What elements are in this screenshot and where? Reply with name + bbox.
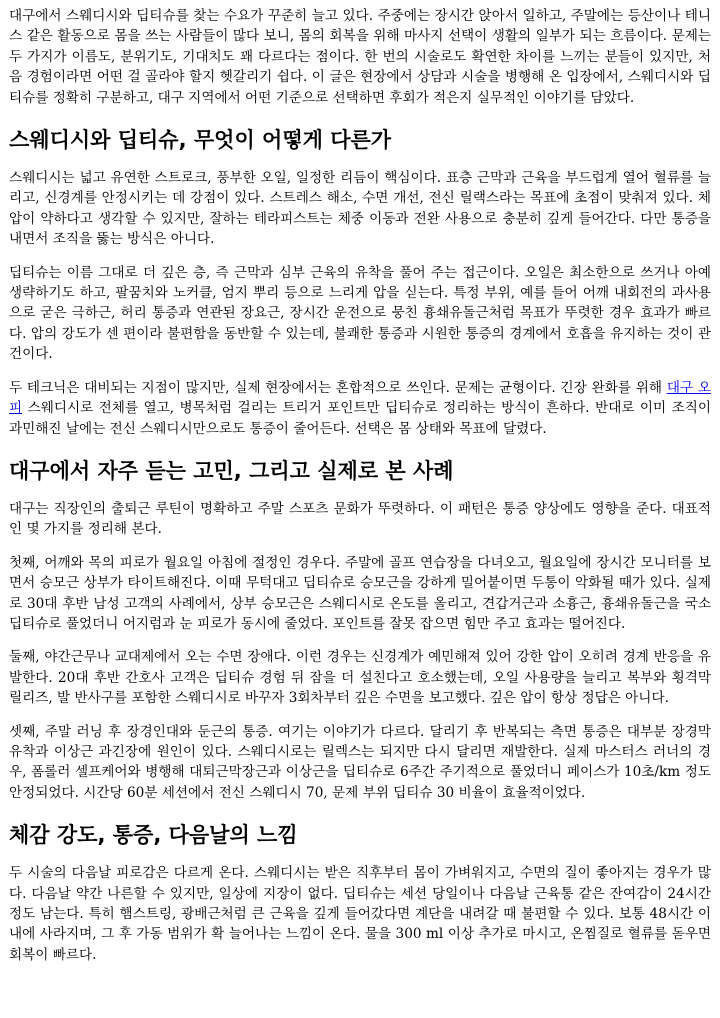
paragraph-next-day: 두 시술의 다음날 피로감은 다르게 온다. 스웨디시는 받은 직후부터 몸이 가벼워지고, 수면의 질이 좋아지는 경우가 많다. 다음날 약간 나른할 수 있지만, 일상에 지장이 없다. 딥티슈는 세션 당일이나 다음날 근육통 같은 잔여감이 24시간 정도 남는다. 특히 햄스트링, 광배근처럼 큰 근육을 깊게 들어갔다면 계단을 내려갈 때 불편할 수 있다. 보통 48시간 이내에 사라지며, 그 후 가동 범위가 확 늘어나는 느낌이 온다. 물을 300 ml 이상 추가로 마시고, 온찜질로 혈류를 돋우면 회복이 빠르다.	[9, 865, 711, 963]
paragraph-deep-tissue: 딥티슈는 이름 그대로 더 깊은 층, 즉 근막과 심부 근육의 유착을 풀어 주는 접근이다. 오일은 최소한으로 쓰거나 아예 생략하기도 하고, 팔꿈치와 노커클, 엄지 뿌리 등으로 느리게 압을 싣는다. 특정 부위, 예를 들어 어깨 내회전의 과사용으로 굳은 극하근, 허리 통증과 연관된 장요근, 장시간 운전으로 뭉친 흉쇄유돌근처럼 목표가 뚜렷한 경우 효과가 빠르다. 압의 강도가 센 편이라 불편함을 동반할 수 있는데, 불쾌한 통증과 시원한 통증의 경계에서 호흡을 유지하는 것이 관건이다.	[9, 264, 711, 363]
paragraph-case-shoulder: 첫째, 어깨와 목의 피로가 월요일 아침에 절정인 경우다. 주말에 골프 연습장을 다녀오고, 월요일에 장시간 모니터를 보면서 승모근 상부가 타이트해진다. 이때 무턱대고 딥티슈로 승모근을 강하게 밀어붙이면 두통이 악화될 때가 있다. 실제로 30대 후반 남성 고객의 사례에서, 상부 승모근은 스웨디시로 온도를 올리고, 견갑거근과 소흉근, 흉쇄유돌근을 국소 딥티슈로 풀었더니 어지럼과 눈 피로가 동시에 줄었다. 포인트를 잘못 잡으면 힘만 주고 효과는 떨어진다.	[9, 554, 711, 632]
paragraph-text: 두 테크닉은 대비되는 지점이 많지만, 실제 현장에서는 혼합적으로 쓰인다. 문제는 균형이다. 긴장 완화를 위해	[9, 379, 667, 396]
paragraph-combination	[9, 378, 711, 439]
section-heading-intensity: 체감 강도, 통증, 다음날의 느낌	[9, 823, 298, 848]
daegu-op-link[interactable]: 대구 오피	[9, 379, 711, 417]
paragraph-cases-intro: 대구는 직장인의 출퇴근 루틴이 명확하고 주말 스포츠 문화가 뚜렷하다. 이 패턴은 통증 양상에도 영향을 준다. 대표적인 몇 가지를 정리해 본다.	[9, 500, 711, 538]
paragraph-case-running: 셋째, 주말 러닝 후 장경인대와 둔근의 통증. 여기는 이야기가 다르다. 달리기 후 반복되는 측면 통증은 대부분 장경막 유착과 이상근 과긴장에 원인이 있다. 스웨디시로는 릴렉스는 되지만 다시 달리면 재발한다. 실제 마스터스 러너의 경우, 폼롤러 셀프케어와 병행해 대퇴근막장근과 이상근을 딥티슈로 6주간 주기적으로 풀었더니 페이스가 10초/km 정도 안정되었다. 시간당 60분 세션에서 전신 스웨디시 70, 문제 부위 딥티슈 30 비율이 효율적이었다.	[9, 723, 711, 801]
paragraph-case-sleep: 둘째, 야간근무나 교대제에서 오는 수면 장애다. 이런 경우는 신경계가 예민해져 있어 강한 압이 오히려 경계 반응을 유발한다. 20대 후반 간호사 고객은 딥티슈 경험 뒤 잠을 더 설친다고 호소했는데, 오일 사용량을 늘리고 복부와 횡격막 릴리즈, 발 반사구를 포함한 스웨디시로 바꾸자 3회차부터 깊은 수면을 보고했다. 깊은 압이 항상 정답은 아니다.	[9, 649, 711, 707]
section-heading-difference: 스웨디시와 딥티슈, 무엇이 어떻게 다른가	[9, 128, 392, 153]
paragraph-text: 스웨디시로 전체를 열고, 병목처럼 걸리는 트리거 포인트만 딥티슈로 정리하는 방식이 흔하다. 반대로 이미 조직이 과민해진 날에는 전신 스웨디시만으로도 통증이 줄어든다. 선택은 몸 상태와 목표에 달렸다.	[9, 400, 711, 437]
section-heading-cases: 대구에서 자주 듣는 고민, 그리고 실제로 본 사례	[9, 458, 454, 483]
paragraph-swedish: 스웨디시는 넓고 유연한 스트로크, 풍부한 오일, 일정한 리듬이 핵심이다. 표층 근막과 근육을 부드럽게 열어 혈류를 늘리고, 신경계를 안정시키는 데 강점이 있다. 스트레스 해소, 수면 개선, 전신 릴랙스라는 목표에 초점이 맞춰져 있다. 체압이 약하다고 생각할 수 있지만, 잘하는 테라피스트는 체중 이동과 전완 사용으로 충분히 깊게 들어간다. 다만 통증을 내면서 조직을 뚫는 방식은 아니다.	[9, 170, 711, 248]
intro-paragraph: 대구에서 스웨디시와 딥티슈를 찾는 수요가 꾸준히 늘고 있다. 주중에는 장시간 앉아서 일하고, 주말에는 등산이나 테니스 같은 활동으로 몸을 쓰는 사람들이 많다 보니, 몸의 회복을 위해 마사지 선택이 생활의 일부가 되는 흐름이다. 문제는 두 가지가 이름도, 분위기도, 기대치도 꽤 다르다는 점이다. 한 번의 시술로도 확연한 차이를 느끼는 분들이 있지만, 처음 경험이라면 어떤 걸 골라야 할지 헷갈리기 쉽다. 이 글은 현장에서 상담과 시술을 병행해 온 입장에서, 스웨디시와 딥티슈를 정확히 구분하고, 대구 지역에서 어떤 기준으로 선택하면 후회가 적은지 실무적인 이야기를 담았다.	[9, 8, 711, 106]
